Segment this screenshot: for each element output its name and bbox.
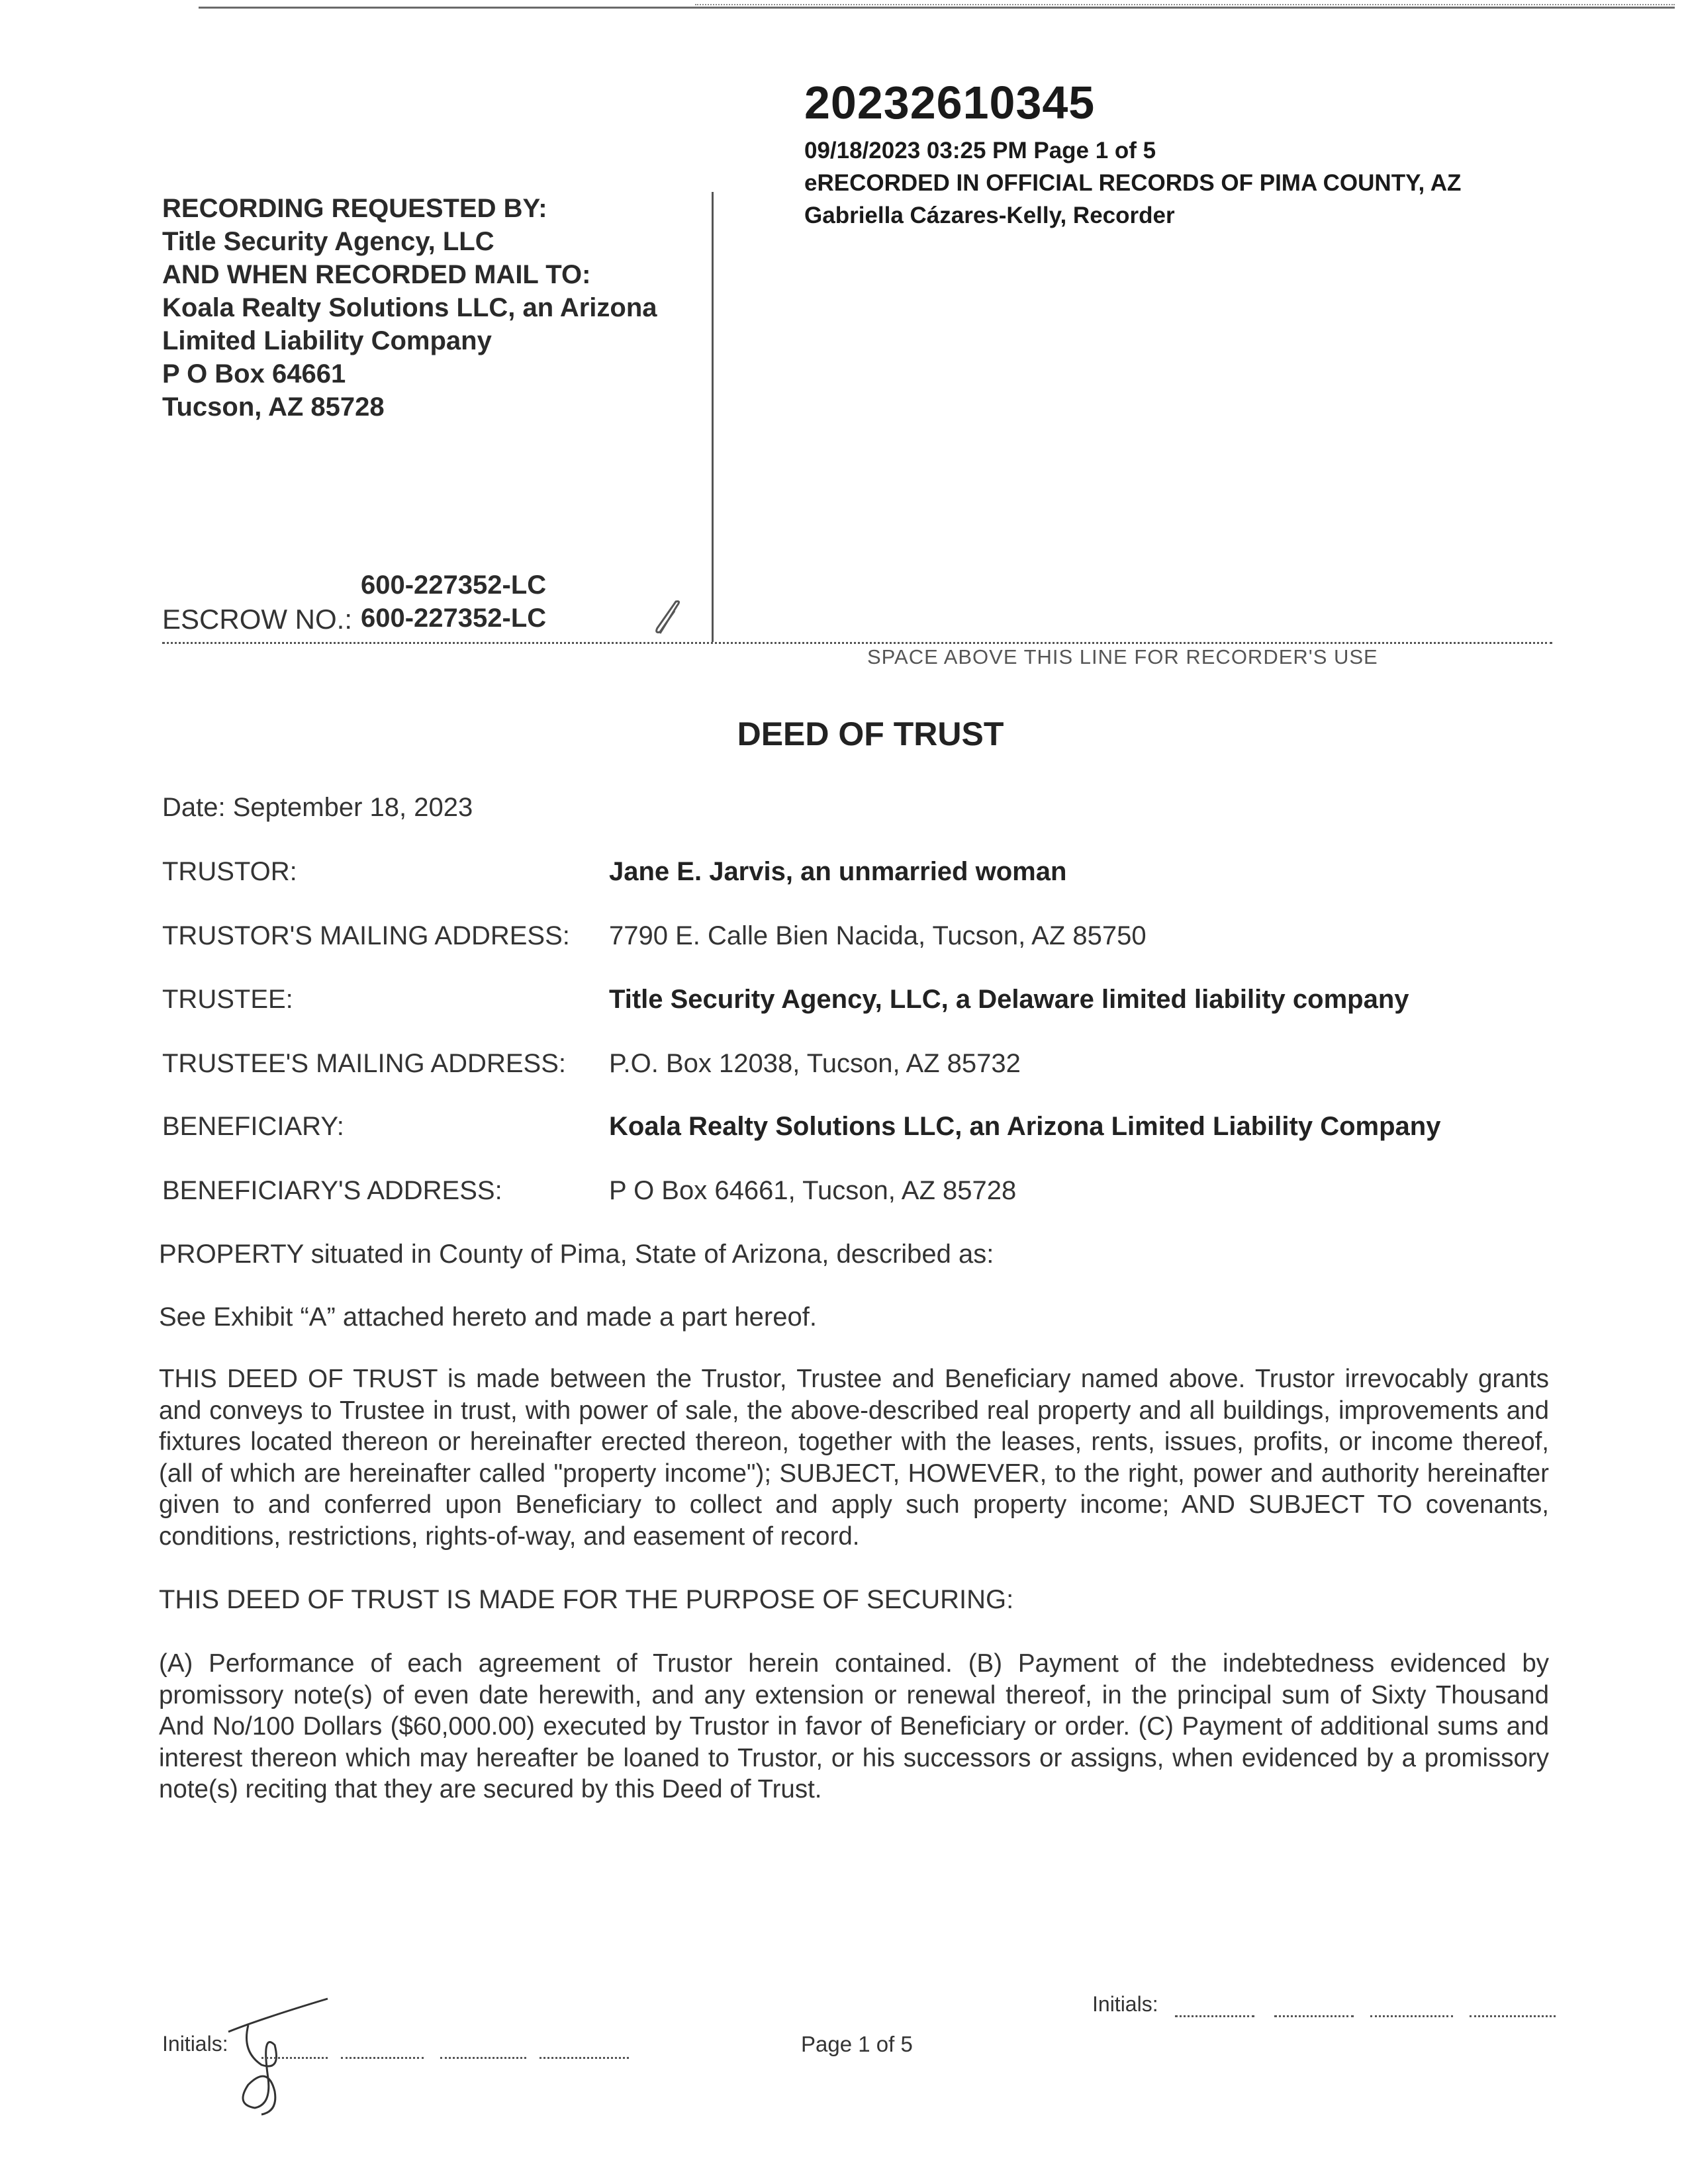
- initials-left-blank-3: [440, 2057, 526, 2059]
- initials-left-blank-1: [261, 2057, 328, 2059]
- initials-right-blank-4: [1470, 2015, 1556, 2017]
- trustor-label: TRUSTOR:: [162, 857, 297, 886]
- initials-right-blank-1: [1175, 2015, 1254, 2017]
- initials-left-blank-2: [341, 2057, 424, 2059]
- property-line: PROPERTY situated in County of Pima, State of Arizona, described as:: [159, 1240, 994, 1269]
- recorder-space-note: SPACE ABOVE THIS LINE FOR RECORDER'S USE: [867, 645, 1378, 668]
- securing-paragraph: (A) Performance of each agreement of Trustor herein contained. (B) Payment of the indebtedness evidenced by promissory note(s) of even date herewith, and any extension or renewal thereof, in the principal sum of Sixty Thousand And No/100 Dollars ($60,000.00) executed by Trustor in favor of Beneficiary or order. (C) Payment of additional sums and interest thereon which may hereafter be loaned to Trustor, or his successors or assigns, when evidenced by a promissory note(s) reciting that they are secured by this Deed of Trust.: [159, 1649, 1549, 1803]
- request-line-6: P O Box 64661: [162, 359, 346, 388]
- beneficiary-value: Koala Realty Solutions LLC, an Arizona Limited Liability Company: [609, 1112, 1441, 1141]
- trustee-address-label: TRUSTEE'S MAILING ADDRESS:: [162, 1049, 566, 1078]
- request-line-1: RECORDING REQUESTED BY:: [162, 194, 547, 223]
- initials-left-blank-4: [539, 2057, 629, 2059]
- beneficiary-address-label: BENEFICIARY'S ADDRESS:: [162, 1176, 502, 1205]
- recorder-name: Gabriella Cázares-Kelly, Recorder: [804, 203, 1175, 228]
- recording-office: eRECORDED IN OFFICIAL RECORDS OF PIMA COUNTY, AZ: [804, 170, 1462, 196]
- initials-signature: [222, 1992, 341, 2118]
- exhibit-line: See Exhibit “A” attached hereto and made a part hereof.: [159, 1302, 817, 1332]
- escrow-number-top: 600-227352-LC: [361, 570, 547, 600]
- request-line-3: AND WHEN RECORDED MAIL TO:: [162, 260, 591, 289]
- beneficiary-address-value: P O Box 64661, Tucson, AZ 85728: [609, 1176, 1017, 1205]
- scan-edge-dotted: [695, 4, 1675, 5]
- paperclip-icon: [652, 599, 685, 639]
- initials-right-label: Initials:: [1092, 1992, 1158, 2016]
- purpose-line: THIS DEED OF TRUST IS MADE FOR THE PURPOSE OF SECURING:: [159, 1585, 1014, 1614]
- recorder-space-line: [162, 642, 1552, 644]
- initials-right-blank-3: [1370, 2015, 1453, 2017]
- request-line-7: Tucson, AZ 85728: [162, 392, 385, 422]
- trustor-value: Jane E. Jarvis, an unmarried woman: [609, 857, 1067, 886]
- request-line-4: Koala Realty Solutions LLC, an Arizona: [162, 293, 657, 322]
- conveyance-paragraph: THIS DEED OF TRUST is made between the Trustor, Trustee and Beneficiary named above. Trustor irrevocably grants and conveys to Trustee in trust, with power of sale, the above-described real property and all buildings, improvements and fixtures located thereon or hereinafter erected thereon, together with the leases, rents, issues, profits, or income thereof, (all of which are hereinafter called "property income"); SUBJECT, HOWEVER, to the right, power and authority hereinafter given to and conferred upon Beneficiary to collect and apply such property income; AND SUBJECT TO covenants, conditions, restrictions, rights-of-way, and easement of record.: [159, 1365, 1549, 1551]
- trustee-address-value: P.O. Box 12038, Tucson, AZ 85732: [609, 1049, 1021, 1078]
- document-title-text: DEED OF TRUST: [737, 715, 1004, 752]
- page-number: Page 1 of 5: [801, 2032, 913, 2056]
- recording-datetime: 09/18/2023 03:25 PM Page 1 of 5: [804, 138, 1156, 163]
- request-line-2: Title Security Agency, LLC: [162, 227, 494, 256]
- scan-edge-line: [199, 7, 1675, 9]
- trustee-label: TRUSTEE:: [162, 985, 293, 1014]
- initials-right-blank-2: [1274, 2015, 1354, 2017]
- trustor-address-label: TRUSTOR'S MAILING ADDRESS:: [162, 921, 570, 950]
- request-line-5: Limited Liability Company: [162, 326, 492, 355]
- recording-number: 20232610345: [804, 77, 1096, 128]
- date-line: Date: September 18, 2023: [162, 793, 473, 822]
- beneficiary-label: BENEFICIARY:: [162, 1112, 344, 1141]
- stamp-divider: [712, 192, 714, 642]
- document-title: [0, 715, 1688, 753]
- escrow-number: 600-227352-LC: [361, 604, 547, 633]
- escrow-label: ESCROW NO.:: [162, 604, 353, 635]
- trustee-value: Title Security Agency, LLC, a Delaware limited liability company: [609, 985, 1409, 1014]
- initials-left-label: Initials:: [162, 2032, 228, 2056]
- trustor-address-value: 7790 E. Calle Bien Nacida, Tucson, AZ 85750: [609, 921, 1147, 950]
